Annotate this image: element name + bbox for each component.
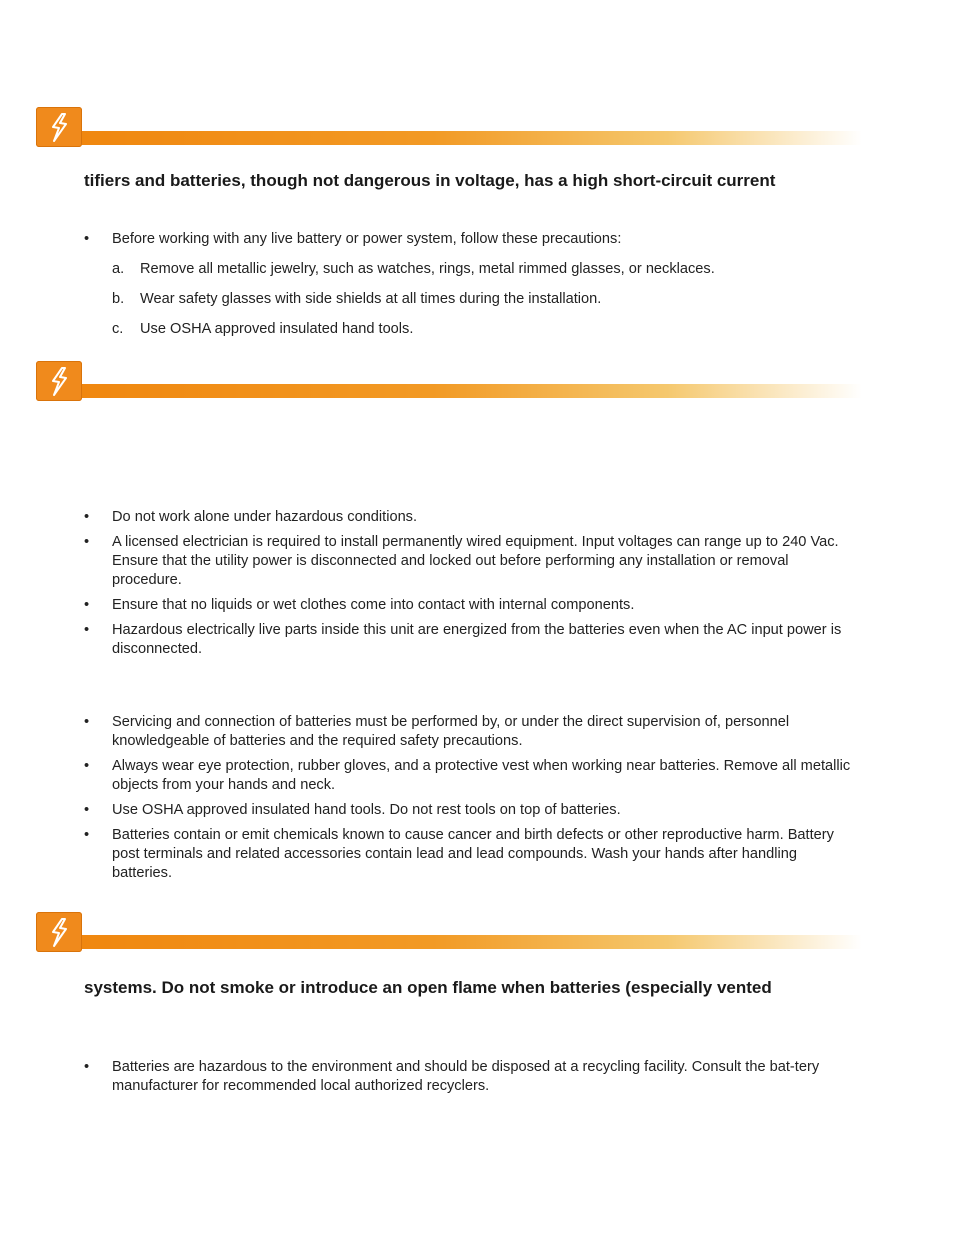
battery-safety-list [84, 713, 854, 883]
precaution-sub-list [112, 260, 852, 339]
section-divider-bar [82, 935, 862, 949]
section-heading: tifiers and batteries, though not dangerous in voltage, has a high short-circuit current [84, 171, 776, 190]
electrical-hazard-icon [36, 361, 82, 401]
precaution-list [84, 230, 854, 249]
list-item: • Hazardous electrically live parts inside this unit are energized from the batteries even when the AC input power is disconnected. [84, 622, 842, 657]
list-item: • A licensed electrician is required to install permanently wired equipment. Input voltages can range up to 240 Vac. Ensure that the utility power is disconnected and locked out before performing any installation or removal procedure. [84, 534, 839, 588]
section-heading: systems. Do not smoke or introduce an open flame when batteries (especially vented [84, 978, 772, 997]
section-divider-bar [82, 131, 862, 145]
list-item: • Always wear eye protection, rubber gloves, and a protective vest when working near batteries. Remove all metallic objects from your hands and neck. [84, 758, 851, 793]
list-item: • Do not work alone under hazardous conditions. [84, 509, 418, 525]
list-item: b. Wear safety glasses with side shields at all times during the installation. [112, 291, 602, 307]
electrical-hazard-icon [36, 912, 82, 952]
list-item: • Ensure that no liquids or wet clothes come into contact with internal components. [84, 597, 635, 613]
hazard-list [84, 508, 854, 659]
section-divider-bar [82, 384, 862, 398]
list-item: • Before working with any live battery or power system, follow these precautions: [84, 231, 622, 247]
list-item: c. Use OSHA approved insulated hand tools. [112, 321, 414, 337]
electrical-hazard-icon [36, 107, 82, 147]
list-item: • Servicing and connection of batteries must be performed by, or under the direct supervision of, personnel knowledgeable of batteries and the required safety precautions. [84, 714, 790, 749]
list-item: • Batteries are hazardous to the environment and should be disposed at a recycling facility. Consult the bat-tery manufacturer for recommended local authorized recyclers. [84, 1059, 820, 1094]
list-item: • Batteries contain or emit chemicals known to cause cancer and birth defects or other reproductive harm. Battery post terminals and related accessories contain lead and lead compounds. Wash your hands after handling batteries. [84, 827, 834, 881]
list-item: a. Remove all metallic jewelry, such as watches, rings, metal rimmed glasses, or necklaces. [112, 261, 715, 277]
disposal-list [84, 1058, 854, 1096]
list-item: • Use OSHA approved insulated hand tools. Do not rest tools on top of batteries. [84, 802, 621, 818]
